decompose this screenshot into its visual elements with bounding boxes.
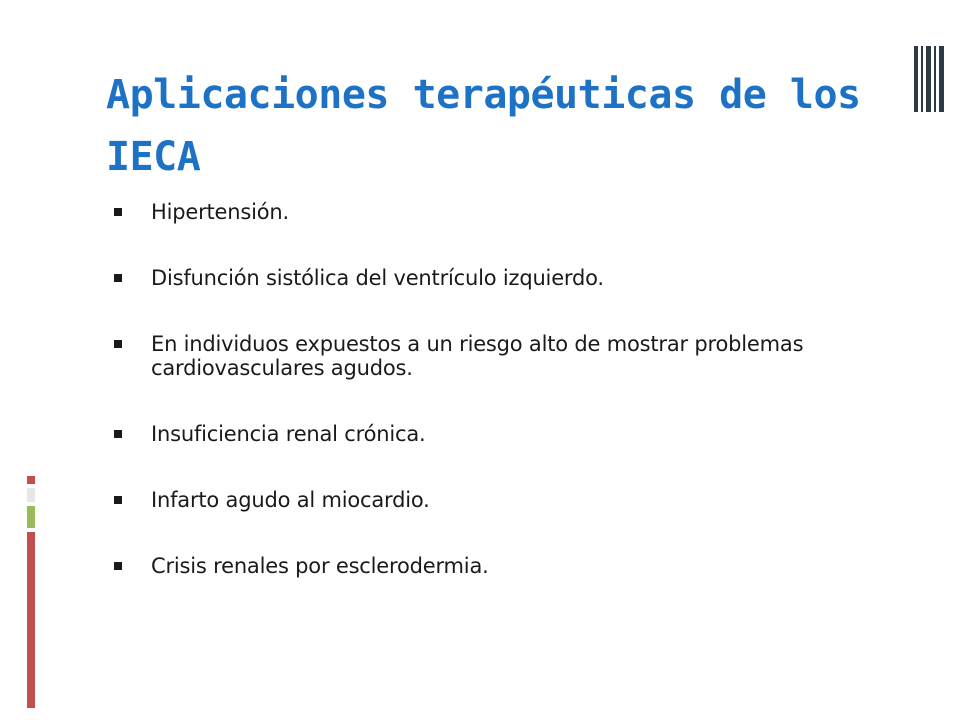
bullet-item (114, 422, 874, 446)
bullet-item (114, 266, 874, 290)
bullet-item (114, 332, 874, 380)
bullet-item (114, 488, 874, 512)
bullet-list (114, 200, 874, 620)
decoration-bar (939, 46, 944, 112)
square-bullet-icon (114, 208, 122, 216)
decoration-bar (921, 46, 923, 112)
square-bullet-icon (114, 340, 122, 348)
slide-title: Aplicaciones terapéuticas de los IECA (106, 72, 861, 180)
square-bullet-icon (114, 562, 122, 570)
square-bullet-icon (114, 496, 122, 504)
bullet-item (114, 554, 874, 578)
left-decoration (25, 476, 37, 708)
bullet-text: Infarto agudo al miocardio. (151, 488, 430, 512)
square-bullet-icon (114, 274, 122, 282)
decoration-segment-red (27, 532, 35, 708)
decoration-segment-grey (27, 488, 35, 502)
bullet-item (114, 200, 874, 224)
decoration-bar (914, 46, 918, 112)
bullet-text: Crisis renales por esclerodermia. (151, 554, 489, 578)
square-bullet-icon (114, 430, 122, 438)
decoration-segment-red (27, 476, 35, 484)
top-right-decoration (914, 46, 944, 112)
bullet-text: Insuficiencia renal crónica. (151, 422, 426, 446)
decoration-segment-green (27, 506, 35, 528)
decoration-bar (934, 46, 936, 112)
bullet-text: Disfunción sistólica del ventrículo izquierdo. (151, 266, 604, 290)
bullet-text: En individuos expuestos a un riesgo alto de mostrar problemas cardiovasculares agudos. (151, 332, 804, 380)
bullet-text: Hipertensión. (151, 200, 289, 224)
decoration-bar (926, 46, 931, 112)
